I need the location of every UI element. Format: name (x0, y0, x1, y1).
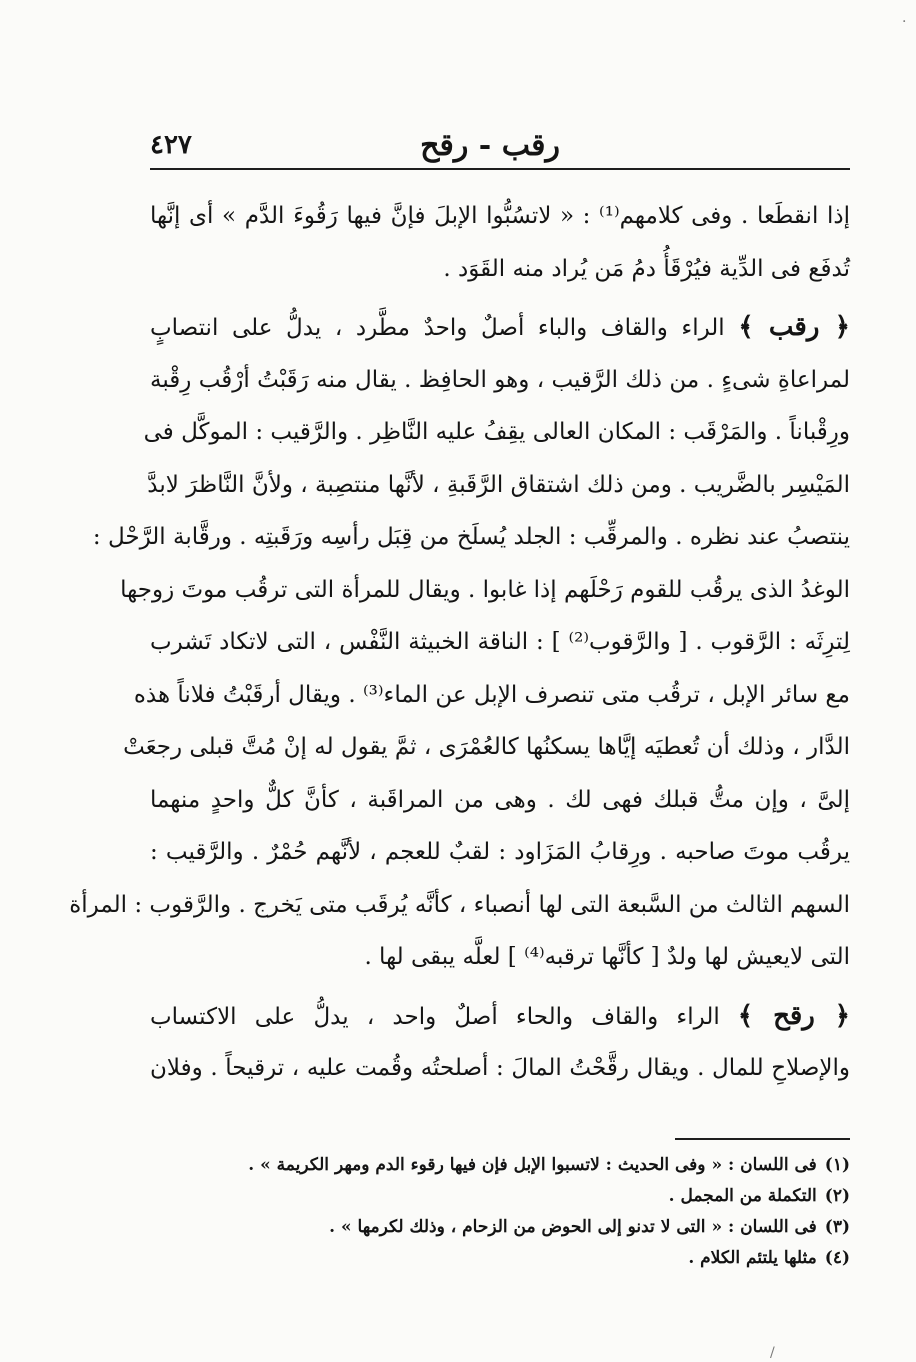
text-line: إلىَّ ، وإن متُّ قبلك فهى لك . وهى من المراقَبة ، كأنَّ كلٌّ واحدٍ منهما (150, 786, 850, 813)
header-rule (150, 168, 850, 170)
text-line: ينتصبُ عند نظره . والمرقِّب : الجلد يُسلَخ من قِبَل رأسِه ورَقَبتِه . ورقَّابة الرَّحْل : (92, 524, 850, 550)
footnote-text: التكملة من المجمل . (668, 1186, 817, 1206)
footnote-4 (150, 1243, 850, 1274)
text-line: والإصلاحِ للمال . ويقال رقَّحْتُ المالَ : أصلحتُه وقُمت عليه ، ترقيحاً . وفلان (150, 1055, 850, 1081)
text-line: تُدفَع فى الدِّية فيُرْقَأُ دمُ مَن يُراد منه القَوَد . (443, 255, 850, 282)
footnote-2 (150, 1181, 850, 1212)
footnote-text: فى اللسان : « وفى الحديث : لاتسبوا الإبل فإن فيها رقوء الدم ومهر الكريمة » . (248, 1155, 817, 1175)
text-line: المَيْسِر بالضَّريب . ومن ذلك اشتقاق الرَّقَبةِ ، لأنَّها منتصِبة ، ولأنَّ النَّاظرَ لابدَّ (147, 471, 850, 498)
text-line: السهم الثالث من السَّبعة التى لها أنصباء ، كأنَّه يُرقَب متى يَخرج . والرَّقوب : المرأة (69, 891, 850, 918)
footnote-text: فى اللسان : « التى لا تدنو إلى الحوض من الزحام ، وذلك لكرمها » . (329, 1217, 817, 1237)
entry-raqab-first-line (150, 301, 850, 354)
page-header (150, 128, 850, 172)
headword-raqab: ﴿ رقب ﴾ (738, 312, 850, 342)
headword-raqah: ﴿ رقح ﴾ (737, 1000, 851, 1031)
entry-raqah-first-line (150, 990, 850, 1043)
footnote-text: مثلها يلتئم الكلام . (688, 1248, 817, 1268)
footnote-number: (٣) (824, 1217, 850, 1237)
page-number: ٤٢٧ (150, 130, 192, 160)
text-line: لمراعاةِ شىءٍ . من ذلك الرَّقيب ، وهو الحافِظ . يقال منه رَقَبْتُ أرْقُب رِقْبة (150, 366, 850, 393)
text-line: الدَّار ، وذلك أن تُعطيَه إيَّاها يسكنُها كالعُمْرَى ، ثمَّ يقول له إنْ مُتَّ قبلى رجعَتْ (123, 734, 850, 760)
footnote-rule (675, 1138, 850, 1140)
footnotes (150, 1150, 850, 1274)
footnote-3 (150, 1212, 850, 1243)
scan-speck: / (770, 1345, 775, 1361)
running-title: رقب - رقح (420, 128, 560, 163)
scan-speck: · (902, 14, 907, 30)
footnote-number: (١) (824, 1155, 850, 1175)
footnote-1 (150, 1150, 850, 1181)
footnote-number: (٢) (824, 1186, 850, 1206)
text-line: لِترِثَه : الرَّقوب . [ والرَّقوب⁽²⁾ ] : الناقة الخبيثة النَّفْس ، التى لاتكاد تَشرب (150, 629, 850, 655)
main-text (69, 190, 851, 1095)
text-line: ورِقْباناً . والمَرْقَب : المكان العالى يقِفُ عليه النَّاظِر . والرَّقيب : الموكَّل فى (143, 419, 850, 445)
entry-raqab-line-text: الراء والقاف والباء أصلٌ واحدٌ مطَّرد ، يدلُّ على انتصابٍ (150, 315, 739, 341)
text-line: يرقُب موتَ صاحبه . ورِقابُ المَزَاود : لقبٌ للعجم ، لأنَّهم حُمْرٌ . والرَّقيب : (150, 839, 850, 865)
text-line: الوغدُ الذى يرقُب للقوم رَحْلَهم إذا غابوا . ويقال للمرأة التى ترقُب موتَ زوجها (120, 576, 850, 603)
text-line: مع سائر الإبل ، ترقُب متى تنصرف الإبل عن الماء⁽³⁾ . ويقال أرقَبْتُ فلاناً هذه (133, 681, 850, 708)
entry-raqah-line-text: الراء والقاف والحاء أصلٌ واحد ، يدلُّ على الاكتساب (150, 1003, 738, 1030)
text-line: التى لايعيش لها ولدٌ [ كأنَّها ترقبه⁽⁴⁾ ] لعلَّه يبقى لها . (364, 944, 850, 970)
text-line: إذا انقطَعا . وفى كلامهم⁽¹⁾ : « لاتسُبُّوا الإبلَ فإنَّ فيها رَقُوءَ الدَّم » أى إنَّها (150, 203, 850, 229)
footnote-number: (٤) (824, 1248, 850, 1268)
